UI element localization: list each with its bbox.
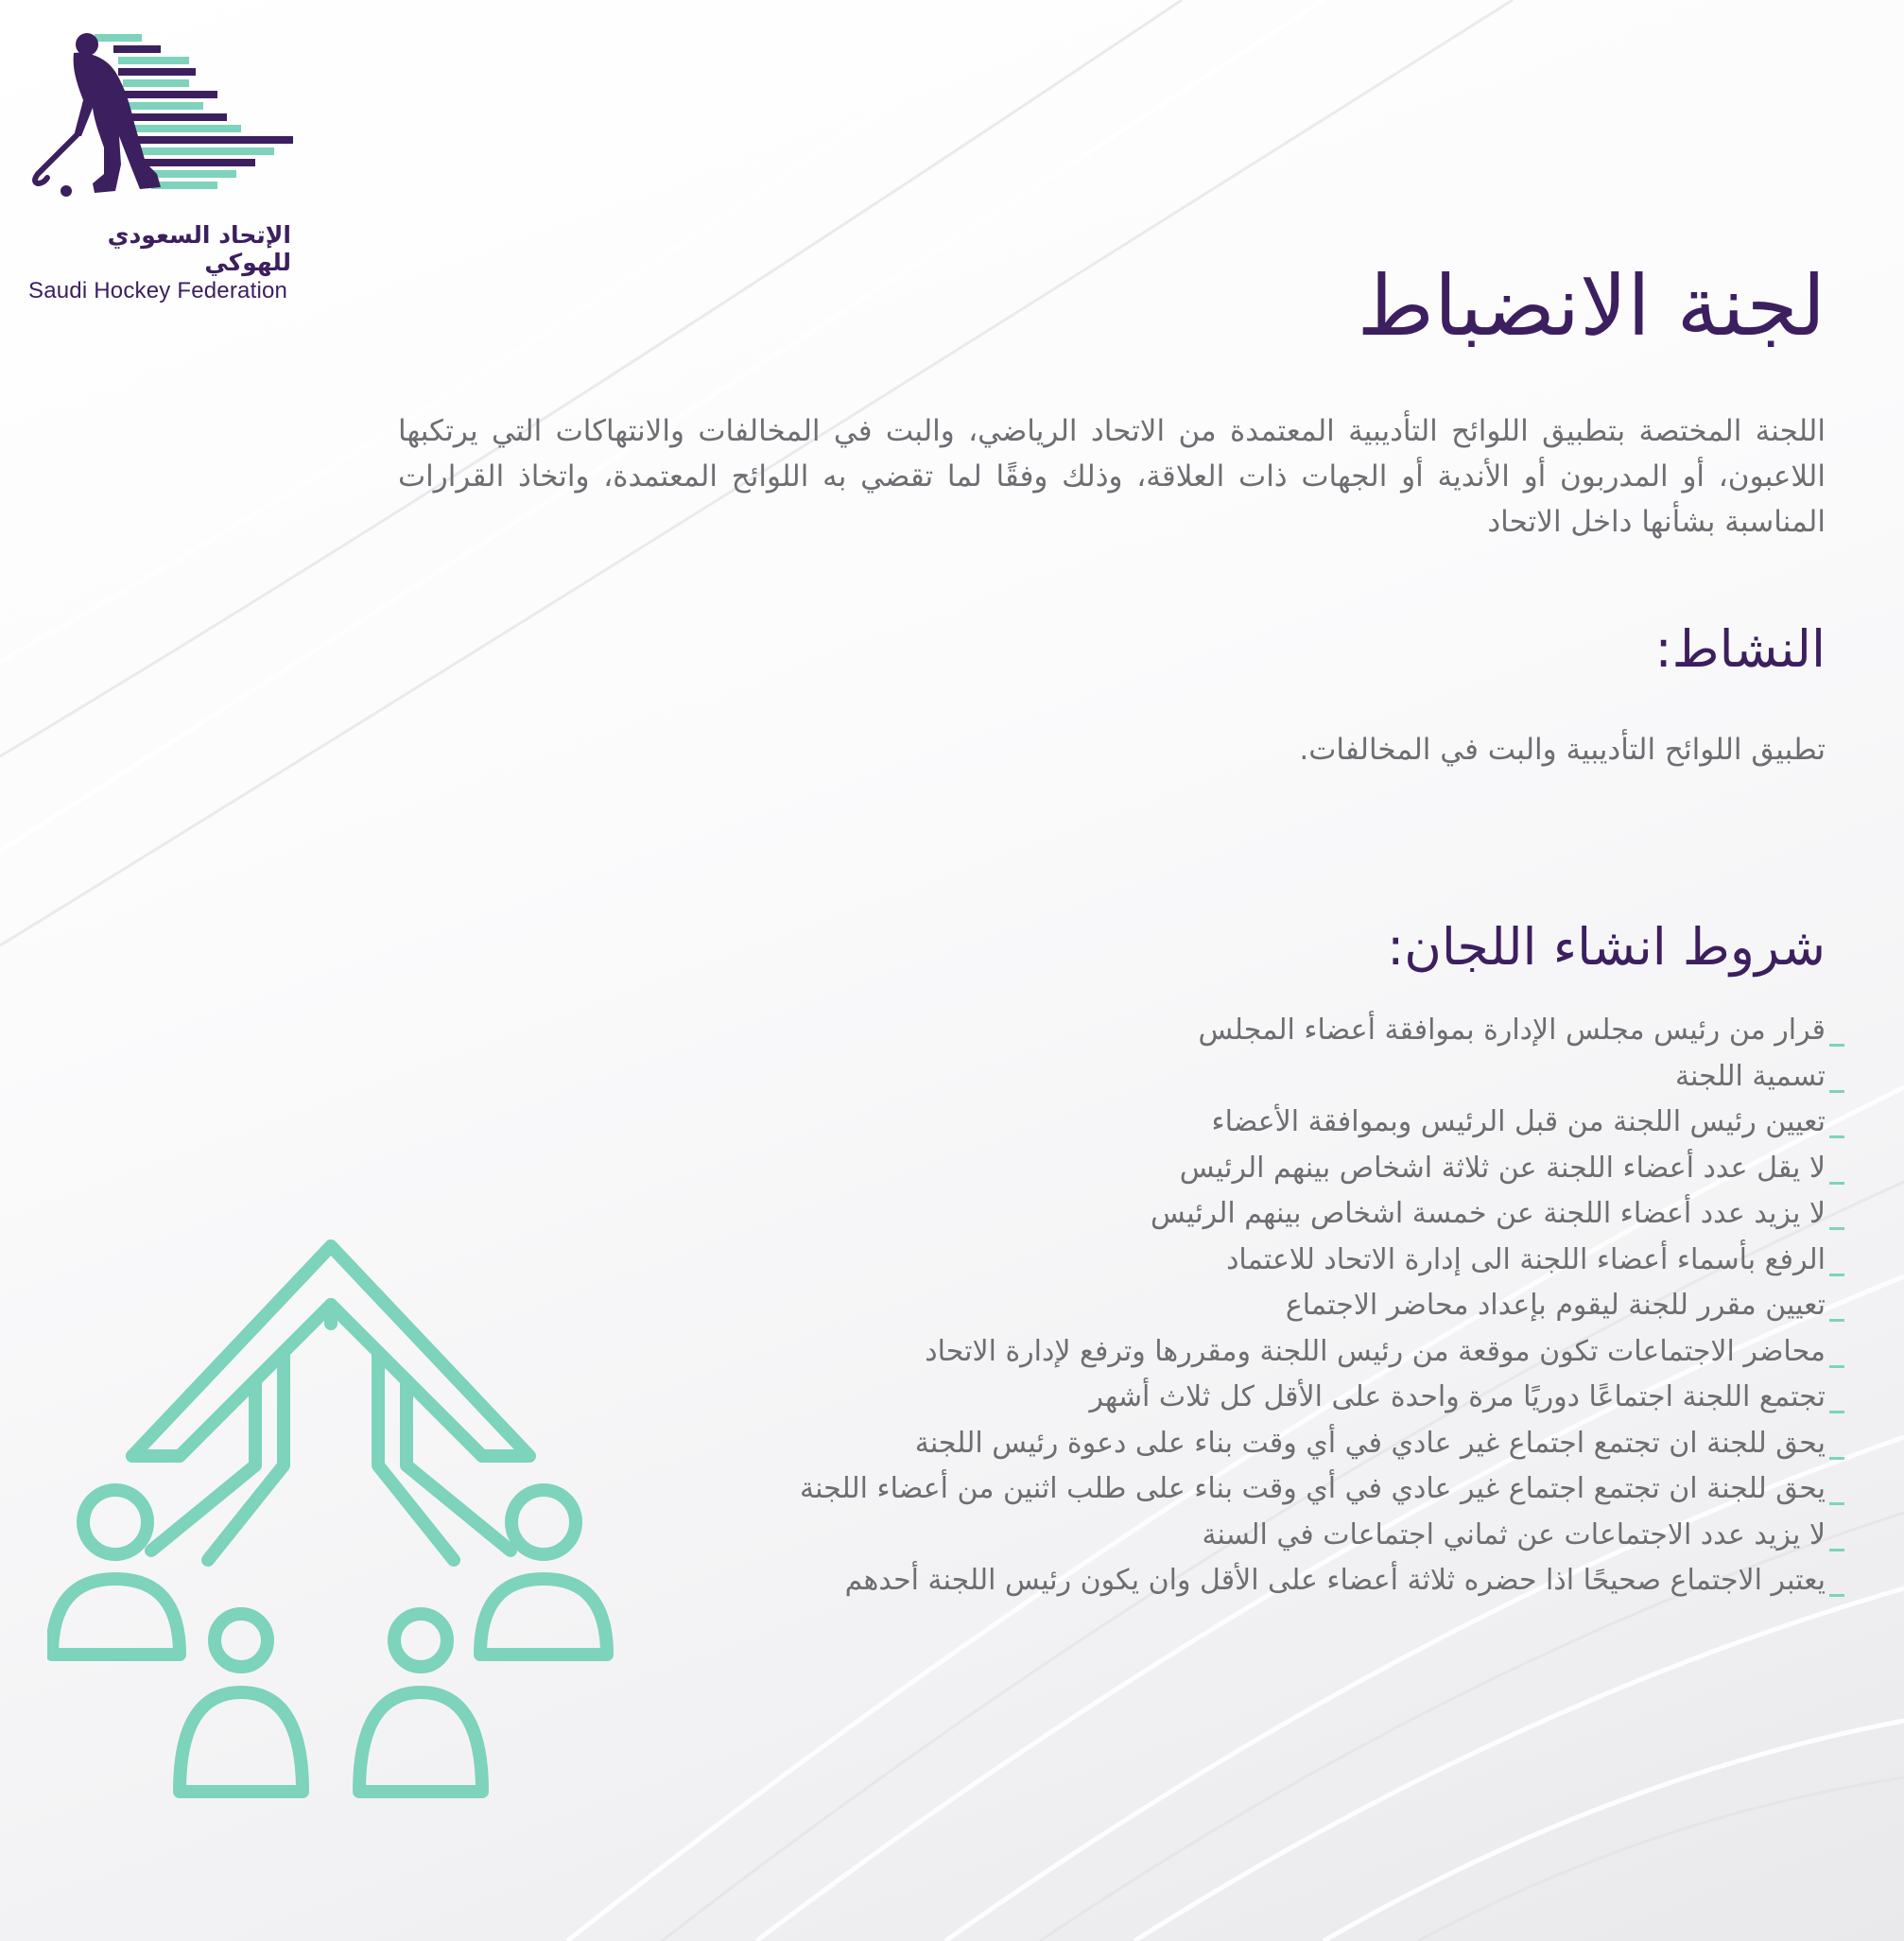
hockey-player-logo-icon: [28, 32, 293, 212]
logo-name-english: Saudi Hockey Federation: [28, 278, 288, 303]
dash-bullet: [1829, 1090, 1844, 1093]
list-item: محاضر الاجتماعات تكون موقعة من رئيس اللجنة ومقررها وترفع لإدارة الاتحاد: [521, 1329, 1844, 1376]
dash-bullet: [1829, 1135, 1844, 1138]
list-item: يحق للجنة ان تجتمع اجتماع غير عادي في أي وقت بناء على طلب اثنين من أعضاء اللجنة: [521, 1466, 1844, 1513]
list-item: تسمية اللجنة: [521, 1054, 1844, 1100]
list-item: يعتبر الاجتماع صحيحًا اذا حضره ثلاثة أعضاء على الأقل وان يكون رئيس اللجنة أحدهم: [521, 1558, 1844, 1604]
conditions-list: [521, 1008, 1844, 1604]
logo-name-arabic: الإتحاد السعودي للهوكي: [107, 221, 291, 276]
list-item: لا يزيد عدد أعضاء اللجنة عن خمسة اشخاص بينهم الرئيس: [521, 1191, 1844, 1238]
dash-bullet: [1829, 1319, 1844, 1322]
conditions-heading: شروط انشاء اللجان:: [1387, 917, 1826, 977]
federation-logo: [28, 32, 303, 304]
list-item: لا يزيد عدد الاجتماعات عن ثماني اجتماعات في السنة: [521, 1513, 1844, 1559]
activity-heading: النشاط:: [1654, 619, 1826, 679]
list-item: تجتمع اللجنة اجتماعًا دوريًا مرة واحدة على الأقل كل ثلاث أشهر: [521, 1375, 1844, 1421]
dash-bullet: [1829, 1549, 1844, 1551]
list-item: تعيين رئيس اللجنة من قبل الرئيس وبموافقة الأعضاء: [521, 1100, 1844, 1146]
dash-bullet: [1829, 1274, 1844, 1276]
dash-bullet: [1829, 1411, 1844, 1413]
list-item: يحق للجنة ان تجتمع اجتماع غير عادي في أي وقت بناء على دعوة رئيس اللجنة: [521, 1421, 1844, 1467]
dash-bullet: [1829, 1594, 1844, 1597]
list-item: لا يقل عدد أعضاء اللجنة عن ثلاثة اشخاص بينهم الرئيس: [521, 1146, 1844, 1192]
dash-bullet: [1829, 1044, 1844, 1047]
list-item: الرفع بأسماء أعضاء اللجنة الى إدارة الاتحاد للاعتماد: [521, 1238, 1844, 1284]
dash-bullet: [1829, 1457, 1844, 1460]
dash-bullet: [1829, 1502, 1844, 1505]
list-item: تعيين مقرر للجنة ليقوم بإعداد محاضر الاجتماع: [521, 1283, 1844, 1329]
dash-bullet: [1829, 1365, 1844, 1368]
dash-bullet: [1829, 1182, 1844, 1185]
team-arrow-up-icon: [47, 1239, 624, 1806]
page-title: لجنة الانضباط: [1357, 257, 1826, 355]
activity-text: تطبيق اللوائح التأديبية والبت في المخالفات.: [1299, 733, 1826, 767]
dash-bullet: [1829, 1227, 1844, 1230]
list-item: قرار من رئيس مجلس الإدارة بموافقة أعضاء المجلس: [521, 1008, 1844, 1054]
intro-paragraph: اللجنة المختصة بتطبيق اللوائح التأديبية المعتمدة من الاتحاد الرياضي، والبت في المخالفات والانتهاكات التي يرتكبها اللاعبون، أو المدربون أو الأندية أو الجهات ذات العلاقة، وذلك وفقًا لما تقضي به اللوائح المعتمدة، واتخاذ القرارات المناسبة بشأنها داخل الاتحاد: [398, 414, 1826, 539]
